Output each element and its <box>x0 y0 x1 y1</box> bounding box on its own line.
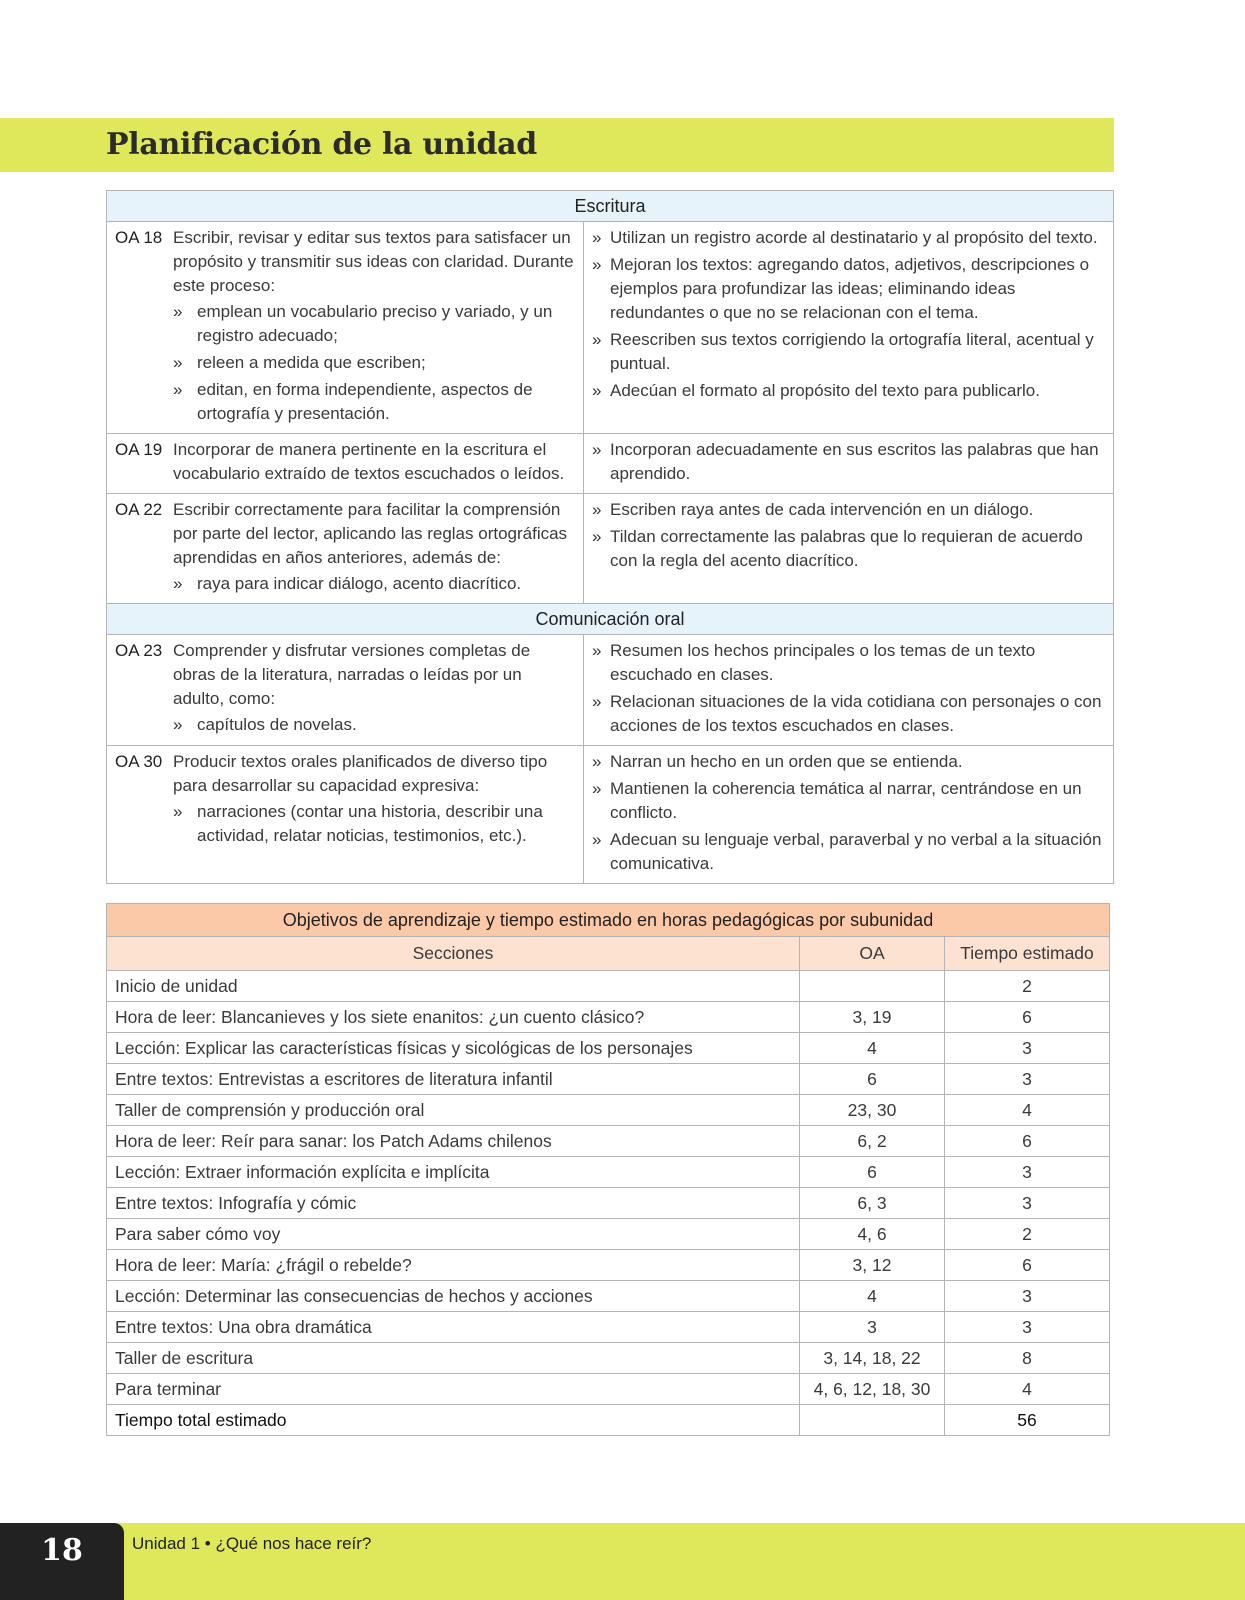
objective-cell <box>107 635 584 746</box>
time-cell: 3 <box>945 1064 1110 1095</box>
oa-cell: 6, 2 <box>800 1126 945 1157</box>
table-row <box>107 1281 1110 1312</box>
oa-cell: 4, 6 <box>800 1219 945 1250</box>
column-header-time: Tiempo estimado <box>945 937 1110 971</box>
objective-sublist <box>173 572 575 596</box>
indicator-item: » Narran un hecho en un orden que se entienda. <box>592 750 1105 774</box>
oa-cell: 3 <box>800 1312 945 1343</box>
objective-body <box>173 226 575 429</box>
page-number: 18 <box>0 1523 124 1600</box>
total-row <box>107 1405 1110 1436</box>
table-row <box>107 1033 1110 1064</box>
section-name: Para terminar <box>107 1374 800 1405</box>
time-cell: 6 <box>945 1002 1110 1033</box>
indicator-item: » Escriben raya antes de cada intervención en un diálogo. <box>592 498 1105 522</box>
objective-code: OA 30 <box>115 752 163 771</box>
total-oa <box>800 1405 945 1436</box>
time-cell: 3 <box>945 1157 1110 1188</box>
indicator-cell <box>584 222 1114 434</box>
time-cell: 6 <box>945 1250 1110 1281</box>
section-name: Para saber cómo voy <box>107 1219 800 1250</box>
time-cell: 3 <box>945 1281 1110 1312</box>
table-row <box>107 1250 1110 1281</box>
indicator-list <box>592 226 1105 403</box>
time-cell: 2 <box>945 971 1110 1002</box>
objective <box>115 639 575 740</box>
section-title: Comunicación oral <box>107 604 1114 635</box>
objective-subitem: » narraciones (contar una historia, describir una actividad, relatar noticias, testimonios, etc.). <box>173 800 575 848</box>
indicator-item: » Tildan correctamente las palabras que lo requieran de acuerdo con la regla del acento diacrítico. <box>592 525 1105 573</box>
objective-subitem: » releen a medida que escriben; <box>173 351 575 375</box>
section-row <box>107 191 1114 222</box>
oa-cell: 23, 30 <box>800 1095 945 1126</box>
table-row <box>107 1064 1110 1095</box>
objective-code: OA 22 <box>115 500 163 519</box>
section-name: Lección: Determinar las consecuencias de hechos y acciones <box>107 1281 800 1312</box>
indicator-list <box>592 639 1105 738</box>
objective-text: Comprender y disfrutar versiones completas de obras de la literatura, narradas o leídas por un adulto, como: <box>173 641 531 708</box>
section-title: Escritura <box>107 191 1114 222</box>
table-row <box>107 1188 1110 1219</box>
oa-cell: 6, 3 <box>800 1188 945 1219</box>
section-name: Lección: Extraer información explícita e implícita <box>107 1157 800 1188</box>
section-row <box>107 604 1114 635</box>
objectives-table <box>106 190 1114 884</box>
total-time: 56 <box>945 1405 1110 1436</box>
total-label: Tiempo total estimado <box>107 1405 800 1436</box>
objective-row <box>107 746 1114 884</box>
title-band <box>0 118 1114 172</box>
objective-text: Producir textos orales planificados de diverso tipo para desarrollar su capacidad expresiva: <box>173 752 548 795</box>
page-title: Planificación de la unidad <box>106 127 537 162</box>
table-row <box>107 1157 1110 1188</box>
indicator-cell <box>584 434 1114 494</box>
objective-subitem: » emplean un vocabulario preciso y variado, y un registro adecuado; <box>173 300 575 348</box>
column-header-oa: OA <box>800 937 945 971</box>
objective-row <box>107 494 1114 604</box>
section-name: Inicio de unidad <box>107 971 800 1002</box>
section-name: Lección: Explicar las características físicas y sicológicas de los personajes <box>107 1033 800 1064</box>
table-row <box>107 971 1110 1002</box>
objective <box>115 226 575 429</box>
objective-sublist <box>173 713 575 737</box>
indicator-list <box>592 438 1105 486</box>
time-cell: 6 <box>945 1126 1110 1157</box>
oa-cell: 3, 12 <box>800 1250 945 1281</box>
oa-cell: 4 <box>800 1281 945 1312</box>
objective <box>115 438 575 486</box>
indicator-item: » Mantienen la coherencia temática al narrar, centrándose en un conflicto. <box>592 777 1105 825</box>
objective-cell <box>107 746 584 884</box>
oa-cell: 3, 14, 18, 22 <box>800 1343 945 1374</box>
table-row <box>107 1002 1110 1033</box>
time-cell: 4 <box>945 1374 1110 1405</box>
time-table <box>106 903 1110 1436</box>
objective-cell <box>107 222 584 434</box>
objective-row <box>107 222 1114 434</box>
indicator-item: » Adecúan el formato al propósito del texto para publicarlo. <box>592 379 1105 403</box>
objective-body <box>173 438 575 486</box>
indicator-item: » Relacionan situaciones de la vida cotidiana con personajes o con acciones de los textos escuchados en clases. <box>592 690 1105 738</box>
time-cell: 4 <box>945 1095 1110 1126</box>
oa-cell: 3, 19 <box>800 1002 945 1033</box>
objective-code: OA 18 <box>115 228 163 247</box>
table-row <box>107 1374 1110 1405</box>
indicator-item: » Reescriben sus textos corrigiendo la ortografía literal, acentual y puntual. <box>592 328 1105 376</box>
indicator-cell <box>584 635 1114 746</box>
objective-text: Escribir correctamente para facilitar la comprensión por parte del lector, aplicando las reglas ortográficas aprendidas en años anteriores, además de: <box>173 500 568 567</box>
objective-row <box>107 635 1114 746</box>
objective-sublist <box>173 300 575 426</box>
time-cell: 2 <box>945 1219 1110 1250</box>
section-name: Entre textos: Entrevistas a escritores de literatura infantil <box>107 1064 800 1095</box>
oa-cell: 6 <box>800 1064 945 1095</box>
oa-cell: 6 <box>800 1157 945 1188</box>
indicator-item: » Adecuan su lenguaje verbal, paraverbal y no verbal a la situación comunicativa. <box>592 828 1105 876</box>
objective <box>115 750 575 851</box>
time-cell: 3 <box>945 1033 1110 1064</box>
indicator-item: » Utilizan un registro acorde al destinatario y al propósito del texto. <box>592 226 1105 250</box>
section-name: Hora de leer: Blancanieves y los siete enanitos: ¿un cuento clásico? <box>107 1002 800 1033</box>
section-name: Entre textos: Una obra dramática <box>107 1312 800 1343</box>
objective-code: OA 19 <box>115 440 163 459</box>
table-row <box>107 1095 1110 1126</box>
unit-label: Unidad 1 • ¿Qué nos hace reír? <box>132 1534 372 1553</box>
table-row <box>107 1343 1110 1374</box>
time-table-title: Objetivos de aprendizaje y tiempo estimado en horas pedagógicas por subunidad <box>107 904 1110 937</box>
objective-code: OA 23 <box>115 641 163 660</box>
objective-row <box>107 434 1114 494</box>
objective-body <box>173 639 575 740</box>
objective-body <box>173 498 575 599</box>
section-name: Taller de comprensión y producción oral <box>107 1095 800 1126</box>
objective-text: Escribir, revisar y editar sus textos para satisfacer un propósito y transmitir sus ideas con claridad. Durante este proceso: <box>173 228 574 295</box>
section-name: Entre textos: Infografía y cómic <box>107 1188 800 1219</box>
objective <box>115 498 575 599</box>
time-cell: 3 <box>945 1312 1110 1343</box>
table-row <box>107 1219 1110 1250</box>
objective-sublist <box>173 800 575 848</box>
table-row <box>107 1126 1110 1157</box>
objective-cell <box>107 494 584 604</box>
objective-subitem: » editan, en forma independiente, aspectos de ortografía y presentación. <box>173 378 575 426</box>
objective-cell <box>107 434 584 494</box>
objective-text: Incorporar de manera pertinente en la escritura el vocabulario extraído de textos escuchados o leídos. <box>173 440 565 483</box>
table-row <box>107 1312 1110 1343</box>
objective-body <box>173 750 575 851</box>
oa-cell <box>800 971 945 1002</box>
indicator-item: » Resumen los hechos principales o los temas de un texto escuchado en clases. <box>592 639 1105 687</box>
oa-cell: 4 <box>800 1033 945 1064</box>
indicator-cell <box>584 494 1114 604</box>
section-name: Taller de escritura <box>107 1343 800 1374</box>
column-header-sections: Secciones <box>107 937 800 971</box>
objective-subitem: » raya para indicar diálogo, acento diacrítico. <box>173 572 575 596</box>
indicator-item: » Mejoran los textos: agregando datos, adjetivos, descripciones o ejemplos para profundizar las ideas; eliminando ideas redundantes o que no se relacionan con el tema. <box>592 253 1105 325</box>
section-name: Hora de leer: Reír para sanar: los Patch Adams chilenos <box>107 1126 800 1157</box>
indicator-list <box>592 750 1105 876</box>
time-cell: 8 <box>945 1343 1110 1374</box>
time-cell: 3 <box>945 1188 1110 1219</box>
indicator-cell <box>584 746 1114 884</box>
objective-subitem: » capítulos de novelas. <box>173 713 575 737</box>
indicator-list <box>592 498 1105 573</box>
section-name: Hora de leer: María: ¿frágil o rebelde? <box>107 1250 800 1281</box>
oa-cell: 4, 6, 12, 18, 30 <box>800 1374 945 1405</box>
indicator-item: » Incorporan adecuadamente en sus escritos las palabras que han aprendido. <box>592 438 1105 486</box>
